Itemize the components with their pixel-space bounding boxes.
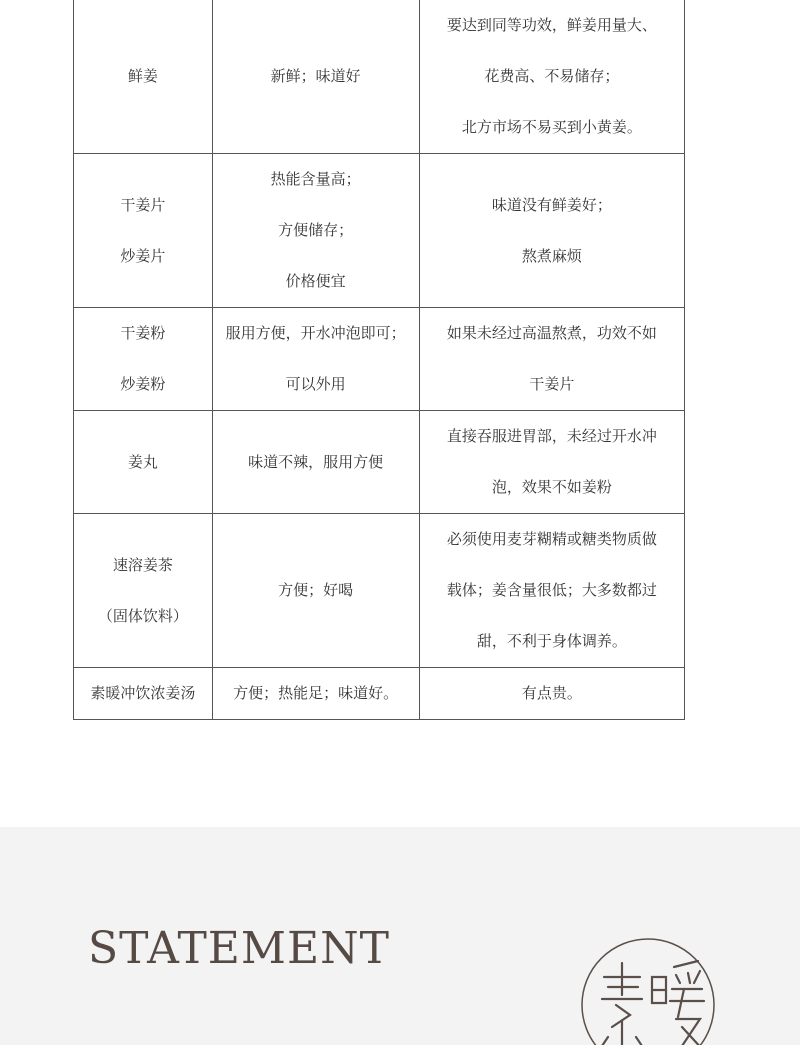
cell-text-line: 直接吞服进胃部，未经过开水冲 bbox=[446, 427, 657, 445]
table-row bbox=[74, 514, 685, 668]
disadvantages-cell bbox=[419, 308, 684, 411]
disadvantages-cell bbox=[419, 154, 684, 308]
cell-text-line: 鲜姜 bbox=[127, 67, 158, 85]
cell-text-line: 甜，不利于身体调养。 bbox=[476, 632, 627, 650]
product-name-cell bbox=[74, 308, 213, 411]
advantages-cell bbox=[212, 668, 419, 720]
advantages-cell bbox=[212, 514, 419, 668]
cell-text-line: 素暖冲饮浓姜汤 bbox=[90, 684, 196, 702]
cell-text-line: 载体；姜含量很低；大多数都过 bbox=[446, 581, 657, 599]
comparison-table-body bbox=[74, 0, 685, 720]
cell-text-line: （固体饮料） bbox=[97, 606, 188, 625]
cell-text-line: 干姜片 bbox=[529, 375, 575, 393]
advantages-cell bbox=[212, 411, 419, 514]
product-name-cell bbox=[74, 411, 213, 514]
table-row bbox=[74, 668, 685, 720]
cell-text-line: 新鲜；味道好 bbox=[270, 67, 361, 85]
cell-text-line: 干姜粉 bbox=[120, 324, 166, 342]
cell-text-line: 味道没有鲜姜好； bbox=[491, 195, 612, 214]
advantages-cell bbox=[212, 308, 419, 411]
advantages-cell bbox=[212, 154, 419, 308]
cell-text-line: 方便储存； bbox=[278, 221, 354, 239]
seal-glyphs bbox=[600, 961, 704, 1045]
cell-text-line: 要达到同等功效，鲜姜用量大、 bbox=[446, 16, 657, 34]
product-name-cell bbox=[74, 668, 213, 720]
table-row bbox=[74, 0, 685, 154]
statement-section bbox=[0, 827, 800, 1045]
brand-seal-logo bbox=[580, 937, 716, 1045]
cell-text-line: 有点贵。 bbox=[521, 684, 582, 702]
table-row bbox=[74, 308, 685, 411]
statement-title: STATEMENT bbox=[88, 923, 390, 974]
cell-text-line: 热能含量高； bbox=[270, 170, 361, 188]
disadvantages-cell bbox=[419, 514, 684, 668]
comparison-table bbox=[73, 0, 685, 720]
cell-text-line: 方便；好喝 bbox=[278, 581, 354, 599]
cell-text-line: 价格便宜 bbox=[285, 272, 346, 290]
cell-text-line: 可以外用 bbox=[285, 375, 346, 393]
disadvantages-cell bbox=[419, 0, 684, 154]
advantages-cell bbox=[212, 0, 419, 154]
disadvantages-cell bbox=[419, 411, 684, 514]
cell-text-line: 如果未经过高温熬煮，功效不如 bbox=[446, 324, 657, 342]
cell-text-line: 炒姜粉 bbox=[120, 375, 166, 393]
product-name-cell bbox=[74, 514, 213, 668]
table-row bbox=[74, 154, 685, 308]
cell-text-line: 花费高、不易储存； bbox=[484, 67, 620, 85]
table-row bbox=[74, 411, 685, 514]
cell-text-line: 熬煮麻烦 bbox=[521, 246, 582, 265]
cell-text-line: 干姜片 bbox=[120, 195, 166, 214]
cell-text-line: 姜丸 bbox=[127, 452, 158, 471]
cell-text-line: 味道不辣，服用方便 bbox=[248, 452, 384, 471]
disadvantages-cell bbox=[419, 668, 684, 720]
cell-text-line: 服用方便，开水冲泡即可； bbox=[225, 324, 406, 342]
cell-text-line: 北方市场不易买到小黄姜。 bbox=[461, 118, 642, 136]
cell-text-line: 炒姜片 bbox=[120, 246, 166, 265]
cell-text-line: 速溶姜茶 bbox=[112, 555, 173, 574]
product-name-cell bbox=[74, 154, 213, 308]
cell-text-line: 方便；热能足；味道好。 bbox=[233, 684, 399, 702]
product-name-cell bbox=[74, 0, 213, 154]
cell-text-line: 泡，效果不如姜粉 bbox=[491, 478, 612, 496]
cell-text-line: 必须使用麦芽糊精或糖类物质做 bbox=[446, 530, 657, 548]
